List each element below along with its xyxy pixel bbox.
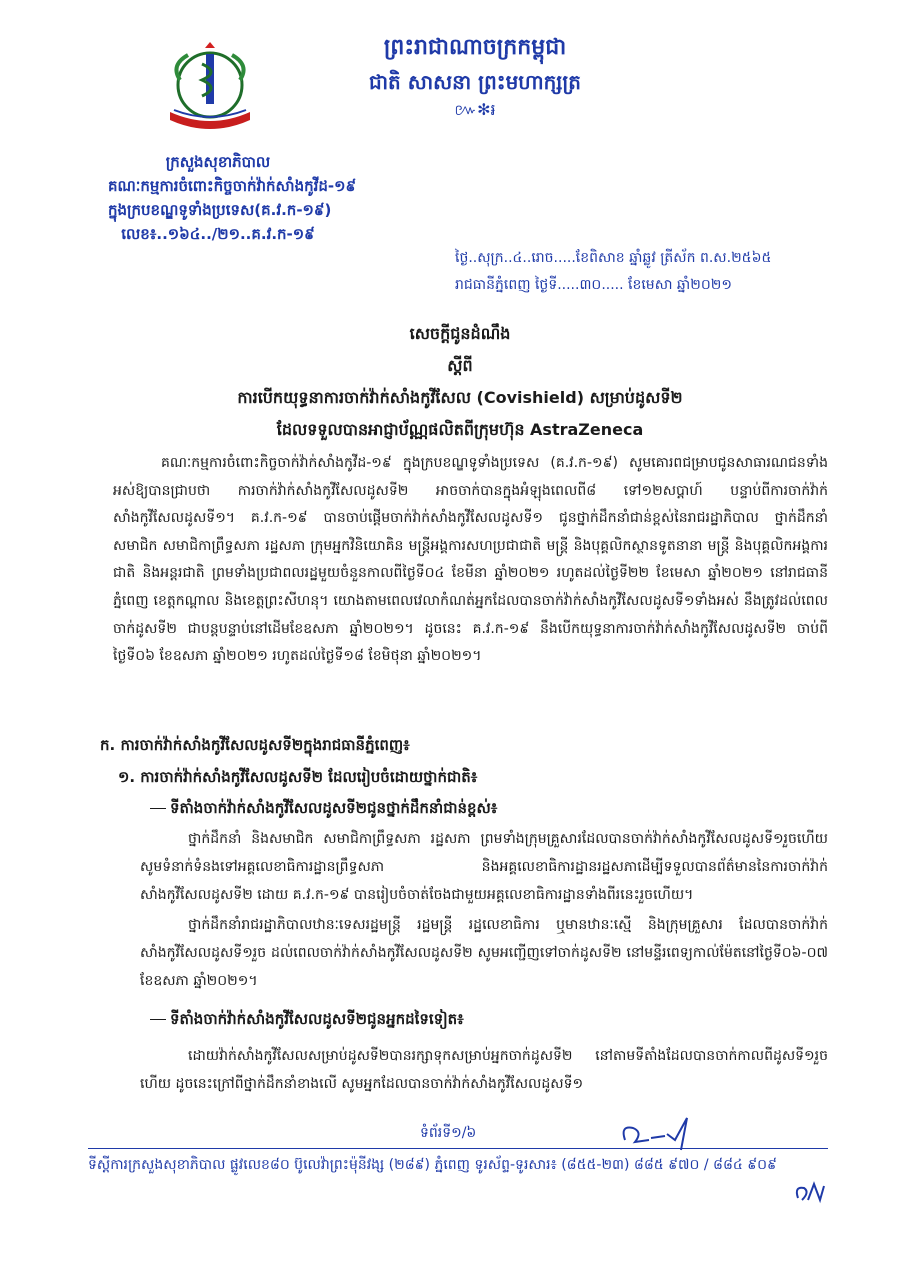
lunar-date: ថ្ងៃ..សុក្រ..៤..រោច.....ខែពិសាខ ឆ្នាំឆ្លូវ ត្រីស័ក ព.ស.២៥៦៥	[455, 250, 772, 266]
bullet-heading-1	[150, 799, 497, 821]
intro-paragraph-block	[113, 450, 828, 671]
paragraph-1: ថ្នាក់ដឹកនាំ និងសមាជិក សមាជិកាព្រឹទ្ធសភា រដ្ឋសភា ព្រមទាំងក្រុមគ្រួសារដែលបានចាក់វ៉ាក់សាំងកូវីសែលដូសទី១រួចហើយ សូមទំនាក់ទំនងទៅអគ្គលេខាធិការដ្ឋានព្រឹទ្ធសភា និងអគ្គលេខាធិការដ្ឋានរដ្ឋសភាដើម្បីទទួលបានព័ត៌មាននៃការចាក់វ៉ាក់សាំងកូវីសែលដូសទី២ ដោយ គ.វ.ក-១៩ បានរៀបចំចាត់ចែងជាមួយអគ្គលេខាធិការដ្ឋានទាំងពីរនេះរួចហើយ។	[140, 831, 828, 903]
committee-name: គណៈកម្មការចំពោះកិច្ចចាក់វ៉ាក់សាំងកូវីដ-១៩	[108, 177, 357, 195]
paragraph-2: ថ្នាក់ដឹកនាំរាជរដ្ឋាភិបាលឋានៈទេសរដ្ឋមន្ត្រី រដ្ឋមន្ត្រី រដ្ឋលេខាធិការ ឬមានឋានៈស្មើ និងក្រុមគ្រួសារ ដែលបានចាក់វ៉ាក់សាំងកូវីសែលដូសទី១រួច ដល់ពេលចាក់វ៉ាក់សាំងកូវីសែលដូសទី២ សូមអញ្ជើញទៅចាក់ដូសទី២ នៅមន្ទីរពេទ្យកាល់ម៉ែតនៅថ្ងៃទី០៦-០៧ ខែឧសភា ឆ្នាំ២០២១។	[140, 917, 828, 989]
title-subject: ការបើកយុទ្ធនាការចាក់វ៉ាក់សាំងកូវីសែល (Covishield) សម្រាប់ដូសទី២	[237, 388, 683, 407]
dash-icon	[150, 808, 166, 809]
title-notice: សេចក្តីជូនដំណឹង	[409, 324, 511, 343]
footer-divider	[88, 1148, 828, 1149]
bullet-text-1: ទីតាំងចាក់វ៉ាក់សាំងកូវីសែលដូសទី២ជូនថ្នាក់ដឹកនាំជាន់ខ្ពស់៖	[170, 799, 498, 817]
solar-date: រាជធានីភ្នំពេញ ថ្ងៃទី.....៣០..... ខែមេសា ឆ្នាំ២០២១	[455, 277, 732, 293]
intro-paragraph: គណៈកម្មការចំពោះកិច្ចចាក់វ៉ាក់សាំងកូវីដ-១៩ ក្នុងក្របខណ្ឌទូទាំងប្រទេស (គ.វ.ក-១៩) សូមគោរពជម្រាបជូនសាធារណជនទាំងអស់ឱ្យបានជ្រាបថា ការចាក់វ៉ាក់សាំងកូវីសែលដូសទី២ អាចចាក់បានក្នុងអំឡុងពេលពី៨ ទៅ១២សប្តាហ៍ បន្ទាប់ពីការចាក់វ៉ាក់សាំងកូវីសែលដូសទី១។ គ.វ.ក-១៩ បានចាប់ផ្តើមចាក់វ៉ាក់សាំងកូវីសែលដូសទី១ ជូនថ្នាក់ដឹកនាំជាន់ខ្ពស់នៃរាជរដ្ឋាភិបាល ថ្នាក់ដឹកនាំ សមាជិក សមាជិកាព្រឹទ្ធសភា រដ្ឋសភា ក្រុមអ្នកវិនិយោគិន មន្ត្រីអង្គការសហប្រជាជាតិ មន្ត្រី និងបុគ្គលិកស្ថានទូតនានា មន្ត្រី និងបុគ្គលិកអង្គការជាតិ និងអន្តរជាតិ ព្រមទាំងប្រជាពលរដ្ឋមួយចំនួនកាលពីថ្ងៃទី០៤ ខែមីនា ឆ្នាំ២០២១ រហូតដល់ថ្ងៃទី២២ ខែមេសា ឆ្នាំ២០២១ នៅរាជធានីភ្នំពេញ ខេត្តកណ្តាល និងខេត្តព្រះសីហនុ។ យោងតាមពេលវេលាកំណត់អ្នកដែលបានចាក់វ៉ាក់សាំងកូវីសែលដូសទី១ទាំងអស់ នឹងត្រូវដល់ពេលចាក់ដូសទី២ ជាបន្តបន្ទាប់នៅដើមខែឧសភា ឆ្នាំ២០២១។ ដូចនេះ គ.វ.ក-១៩ នឹងបើកយុទ្ធនាការចាក់វ៉ាក់សាំងកូវីសែលដូសទី២ ចាប់ពីថ្ងៃទី០៦ ខែឧសភា ឆ្នាំ២០២១ រហូតដល់ថ្ងៃទី១៨ ខែមិថុនា ឆ្នាំ២០២១។	[113, 455, 828, 665]
ministry-header-block	[108, 150, 357, 246]
paragraph-3: ដោយវ៉ាក់សាំងកូវីសែលសម្រាប់ដូសទី២បានរក្សាទុកសម្រាប់អ្នកចាក់ដូសទី២ នៅតាមទីតាំងដែលបានចាក់កាលពីដូសទី១រួចហើយ ដូចនេះក្រៅពីថ្នាក់ដឹកនាំខាងលើ សូមអ្នកដែលបានចាក់វ៉ាក់សាំងកូវីសែលដូសទី១	[140, 1048, 828, 1092]
ministry-emblem-logo	[150, 40, 270, 140]
subsection-1-heading: ១. ការចាក់វ៉ាក់សាំងកូវីសែលដូសទី២ ដែលរៀបចំដោយថ្នាក់ជាតិ៖	[118, 768, 478, 786]
dash-icon	[150, 1019, 166, 1020]
document-title	[120, 318, 800, 446]
reference-number: លេខ៖..១៦៤../២១..គ.វ.ក-១៩	[121, 225, 315, 243]
title-subject-cont: ដែលទទួលបានអាជ្ញាប័ណ្ណផលិតពីក្រុមហ៊ុន AstraZeneca	[276, 420, 644, 439]
ministry-name: ក្រសួងសុខាភិបាល	[165, 153, 271, 171]
paragraph-group-1	[140, 825, 828, 997]
initial-mark	[790, 1178, 830, 1208]
title-regarding: ស្តីពី	[447, 356, 473, 375]
kingdom-name: ព្រះរាជាណាចក្រកម្ពុជា	[383, 35, 567, 60]
footer-address: ទីស្តីការក្រសួងសុខាភិបាល ផ្លូវលេខ៨០ ប៊ូលេវ៉ាព្រះម៉ុនីវង្ស (២៨៩) ភ្នំពេញ ទូរស័ព្ទ-ទូរសារ៖ (៨៥៥-២៣) ៨៨៥ ៩៧០ / ៨៨៤ ៩០៩	[88, 1157, 777, 1173]
page-number: ទំព័រទី១/៦	[420, 1125, 477, 1141]
kingdom-header	[310, 30, 640, 122]
bullet-heading-2	[150, 1010, 464, 1032]
bullet-text-2: ទីតាំងចាក់វ៉ាក់សាំងកូវីសែលដូសទី២ជូនអ្នកដទៃទៀត៖	[170, 1010, 464, 1028]
national-motto: ជាតិ សាសនា ព្រះមហាក្សត្រ	[369, 70, 581, 94]
date-block	[455, 245, 855, 299]
ornament: ៚✻៛	[454, 100, 496, 119]
section-a-heading: ក. ការចាក់វ៉ាក់សាំងកូវីសែលដូសទី២ក្នុងរាជធានីភ្នំពេញ៖	[100, 736, 410, 754]
committee-scope: ក្នុងក្របខណ្ឌទូទាំងប្រទេស(គ.វ.ក-១៩)	[108, 201, 332, 219]
paragraph-group-2	[140, 1042, 828, 1098]
